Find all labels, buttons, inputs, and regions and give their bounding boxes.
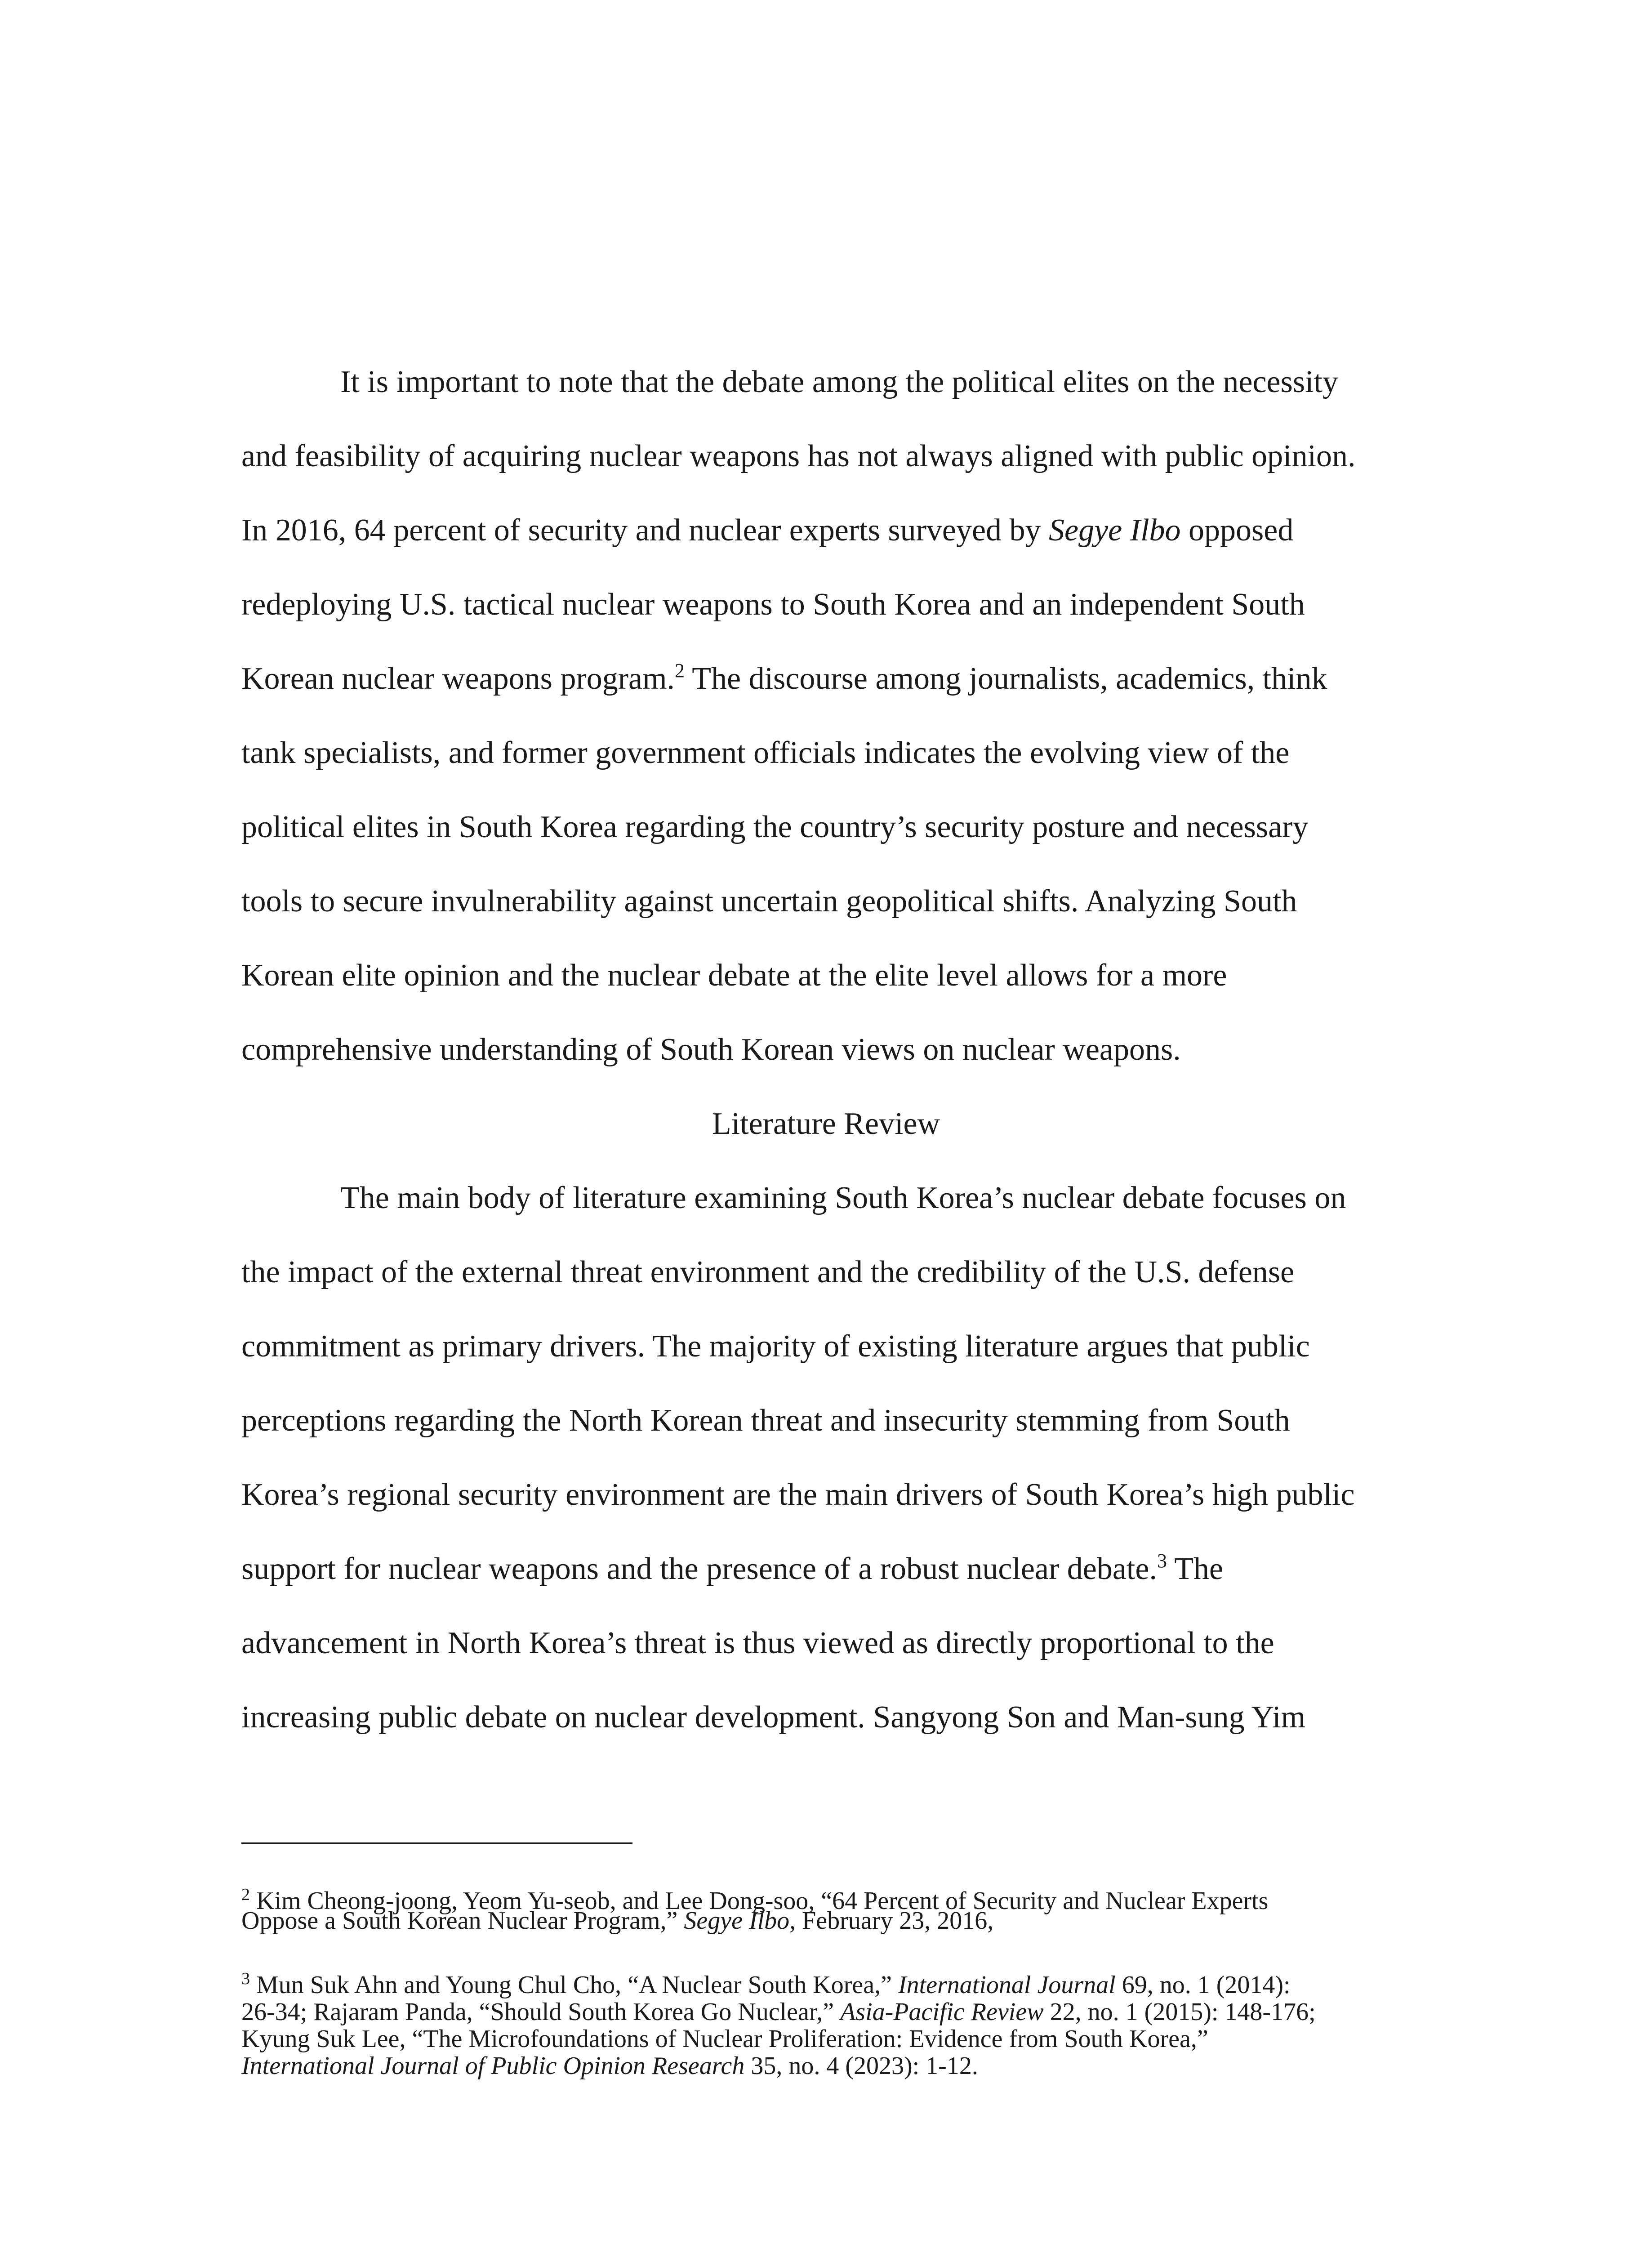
body-line: It is important to note that the debate among the political elites on the necessity: [340, 365, 1338, 399]
body-line: perceptions regarding the North Korean threat and insecurity stemming from South: [241, 1403, 1290, 1438]
footnote-separator: [241, 1842, 632, 1844]
body-line: [241, 661, 1327, 697]
footnote-reference[interactable]: 2: [675, 660, 685, 682]
body-line: [241, 513, 1293, 549]
footnote-3-line: [241, 1971, 1291, 1998]
body-line: tools to secure invulnerability against uncertain geopolitical shifts. Analyzing South: [241, 884, 1297, 919]
body-line: advancement in North Korea’s threat is thus viewed as directly proportional to the: [241, 1626, 1274, 1660]
footnote-marker: 2: [241, 1885, 250, 1904]
footnote-3-line: [241, 2052, 978, 2079]
body-line: and feasibility of acquiring nuclear weapons has not always aligned with public opinion.: [241, 439, 1356, 473]
text-run: Mun Suk Ahn and Young Chul Cho, “A Nuclear South Korea,”: [250, 1971, 898, 1999]
body-line: commitment as primary drivers. The majority of existing literature argues that public: [241, 1329, 1310, 1364]
body-line: Korea’s regional security environment are the main drivers of South Korea’s high public: [241, 1477, 1355, 1512]
section-heading: Literature Review: [712, 1106, 940, 1141]
body-line: comprehensive understanding of South Korean views on nuclear weapons.: [241, 1032, 1181, 1067]
footnote-3-line: [241, 1998, 1316, 2025]
body-line: Korean elite opinion and the nuclear debate at the elite level allows for a more: [241, 958, 1227, 993]
journal-title: International Journal: [898, 1971, 1116, 1999]
text-run: 26-34; Rajaram Panda, “Should South Korea Go Nuclear,”: [241, 1998, 841, 2026]
footnote-reference[interactable]: 3: [1157, 1550, 1167, 1572]
body-line: political elites in South Korea regarding the country’s security posture and necessary: [241, 810, 1309, 844]
body-line: redeploying U.S. tactical nuclear weapons to South Korea and an independent South: [241, 587, 1305, 622]
text-run: 35, no. 4 (2023): 1-12.: [744, 2052, 978, 2080]
text-run: Kim Cheong-joong, Yeom Yu-seob, and Lee Dong-soo, “64 Percent of Security and Nuclear Experts: [250, 1887, 1269, 1915]
newspaper-title: Segye Ilbo: [1049, 513, 1181, 548]
newspaper-title: Segye Ilbo: [684, 1907, 790, 1935]
body-line: The main body of literature examining South Korea’s nuclear debate focuses on: [340, 1181, 1346, 1215]
text-run: 22, no. 1 (2015): 148-176;: [1043, 1998, 1316, 2026]
body-line: the impact of the external threat environment and the credibility of the U.S. defense: [241, 1255, 1295, 1289]
text-run: In 2016, 64 percent of security and nuclear experts surveyed by: [241, 513, 1049, 548]
body-line: tank specialists, and former government officials indicates the evolving view of the: [241, 736, 1290, 770]
text-run: The discourse among journalists, academics, think: [685, 661, 1327, 696]
text-run: 69, no. 1 (2014):: [1115, 1971, 1291, 1999]
text-run: Korean nuclear weapons program.: [241, 661, 675, 696]
text-run: Oppose a South Korean Nuclear Program,”: [241, 1907, 684, 1935]
text-run: , February 23, 2016,: [789, 1907, 994, 1935]
footnote-marker: 3: [241, 1969, 250, 1988]
text-run: opposed: [1180, 513, 1294, 548]
footnote-3-line: Kyung Suk Lee, “The Microfoundations of Nuclear Proliferation: Evidence from South Korea,”: [241, 2025, 1208, 2053]
text-run: The: [1167, 1552, 1224, 1586]
journal-title: International Journal of Public Opinion Research: [241, 2052, 745, 2080]
body-line: increasing public debate on nuclear development. Sangyong Son and Man-sung Yim: [241, 1700, 1306, 1735]
text-run: support for nuclear weapons and the presence of a robust nuclear debate.: [241, 1552, 1157, 1586]
journal-title: Asia-Pacific Review: [840, 1998, 1044, 2026]
footnote-2-line: [241, 1907, 993, 1934]
body-line: [241, 1551, 1223, 1587]
